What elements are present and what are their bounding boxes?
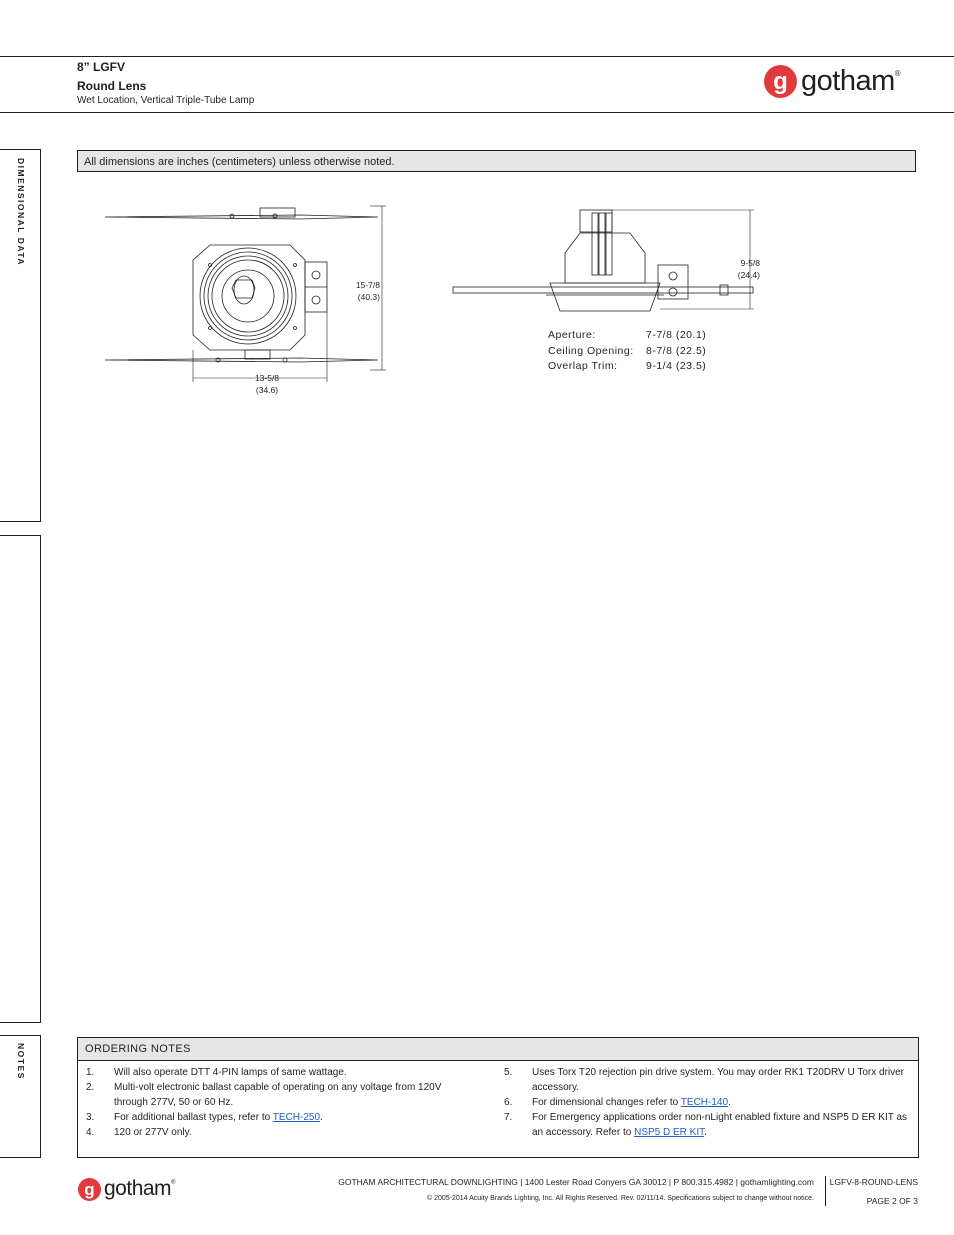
note-item <box>496 1065 908 1095</box>
plan-height-inches: 15-7/8 <box>355 280 380 290</box>
lamp-tube-3 <box>606 213 612 275</box>
note-text: Will also operate DTT 4-PIN lamps of same wattage. <box>114 1067 347 1078</box>
ordering-notes-box <box>77 1037 919 1158</box>
plan-width-cm: (34.6) <box>255 385 279 395</box>
side-tab-dimensional-label: DIMENSIONAL DATA <box>16 158 26 267</box>
note-number: 6. <box>504 1097 513 1108</box>
gotham-logo-header <box>764 65 901 98</box>
spec-row-aperture <box>548 328 706 344</box>
dimension-note-text: All dimensions are inches (centimeters) unless otherwise noted. <box>84 156 395 168</box>
section-height-inches: 9-5/8 <box>740 258 760 268</box>
note-text: Multi-volt electronic ballast capable of operating on any voltage from 120V through 277V, 50 or 60 Hz. <box>114 1082 442 1108</box>
spec-value: 7-7/8 (20.1) <box>646 329 707 341</box>
footer-copyright: © 2005-2014 Acuity Brands Lighting, Inc. All Rights Reserved. Rev. 02/11/14. Specifications subject to change without notice. <box>426 1195 814 1202</box>
spec-row-ceiling-opening <box>548 344 706 360</box>
outer-ring <box>200 248 296 344</box>
lamp-tube-1 <box>592 213 598 275</box>
gotham-logo-footer <box>78 1177 175 1201</box>
footer-doc-id: LGFV-8-ROUND-LENS <box>829 1177 918 1187</box>
footer-divider <box>825 1176 826 1206</box>
nsp5-kit-link[interactable]: NSP5 D ER KIT <box>634 1127 705 1138</box>
bar-hanger-side <box>453 287 753 293</box>
note-number: 7. <box>504 1112 513 1123</box>
notes-left-column <box>78 1065 478 1140</box>
ordering-notes-heading: ORDERING NOTES <box>78 1038 918 1061</box>
top-bar-hanger <box>105 215 378 219</box>
spec-value: 8-7/8 (22.5) <box>646 344 707 357</box>
spec-row-overlap-trim <box>548 359 706 375</box>
note-text-body: For dimensional changes refer to <box>532 1097 681 1108</box>
trim-specs-table <box>548 328 706 375</box>
dimension-note-bar <box>77 150 916 172</box>
note-text-end: . <box>704 1127 707 1138</box>
note-text: 120 or 277V only. <box>114 1127 192 1138</box>
note-text-body: For Emergency applications order non-nLight enabled fixture and NSP5 D ER KIT as an accessory. Refer to <box>532 1112 908 1138</box>
section-view-drawing <box>450 203 770 313</box>
side-tab-notes <box>0 1035 41 1158</box>
gotham-g-icon: g <box>764 65 797 98</box>
note-number: 4. <box>86 1127 95 1138</box>
logo-wordmark: gotham <box>104 1177 172 1200</box>
note-number: 2. <box>86 1082 95 1093</box>
product-subtitle-lens: Round Lens <box>77 79 147 93</box>
note-number: 1. <box>86 1067 95 1078</box>
lamp-socket-ring <box>222 270 274 322</box>
side-tab-blank <box>0 535 41 1023</box>
note-text-end: . <box>728 1097 731 1108</box>
note-number: 3. <box>86 1112 95 1123</box>
spec-label: Ceiling Opening: <box>548 344 634 357</box>
registered-mark: ® <box>171 1180 176 1186</box>
section-height-cm: (24.4) <box>737 270 760 280</box>
spec-label: Overlap Trim: <box>548 360 618 372</box>
note-text <box>532 1095 908 1110</box>
gotham-g-icon: g <box>78 1178 101 1201</box>
bottom-bar-hanger <box>105 358 378 362</box>
note-item <box>78 1125 478 1140</box>
note-text: Uses Torx T20 rejection pin drive system. You may order RK1 T20DRV U Torx driver accessory. <box>532 1067 905 1093</box>
side-tab-notes-label: NOTES <box>16 1043 26 1080</box>
note-item <box>496 1110 908 1140</box>
tech-250-link[interactable]: TECH-250 <box>272 1112 321 1123</box>
logo-wordmark: gotham <box>801 65 895 97</box>
header-top-rule <box>0 56 954 57</box>
tech-140-link[interactable]: TECH-140 <box>680 1097 729 1108</box>
registered-mark: ® <box>894 69 901 78</box>
notes-right-column <box>496 1065 908 1140</box>
note-text-body: For additional ballast types, refer to <box>114 1112 273 1123</box>
spec-value: 9-1/4 (23.5) <box>646 360 707 372</box>
lamp-tube-2 <box>599 213 605 275</box>
plan-height-cm: (40.3) <box>357 292 380 302</box>
product-title: 8” LGFV <box>77 60 126 74</box>
note-item <box>496 1095 908 1110</box>
note-item <box>78 1065 478 1080</box>
bottom-clip <box>245 350 270 359</box>
note-number: 5. <box>504 1067 513 1078</box>
footer-page-number: PAGE 2 OF 3 <box>866 1196 918 1206</box>
note-item <box>78 1110 478 1125</box>
plan-view-drawing <box>100 200 400 400</box>
spec-label: Aperture: <box>548 329 596 341</box>
note-text-end: . <box>320 1112 323 1123</box>
header-bottom-rule <box>0 112 954 113</box>
plan-width-inches: 13-5/8 <box>254 373 280 383</box>
junction-box-side <box>658 265 688 299</box>
note-text <box>532 1110 908 1140</box>
footer-company-line: GOTHAM ARCHITECTURAL DOWNLIGHTING | 1400 Lester Road Conyers GA 30012 | P 800.315.4982 | gothamlighting.com <box>338 1177 814 1187</box>
product-description: Wet Location, Vertical Triple-Tube Lamp <box>77 95 255 106</box>
note-item <box>78 1080 478 1110</box>
side-tab-dimensional <box>0 149 41 522</box>
note-text <box>114 1110 478 1125</box>
